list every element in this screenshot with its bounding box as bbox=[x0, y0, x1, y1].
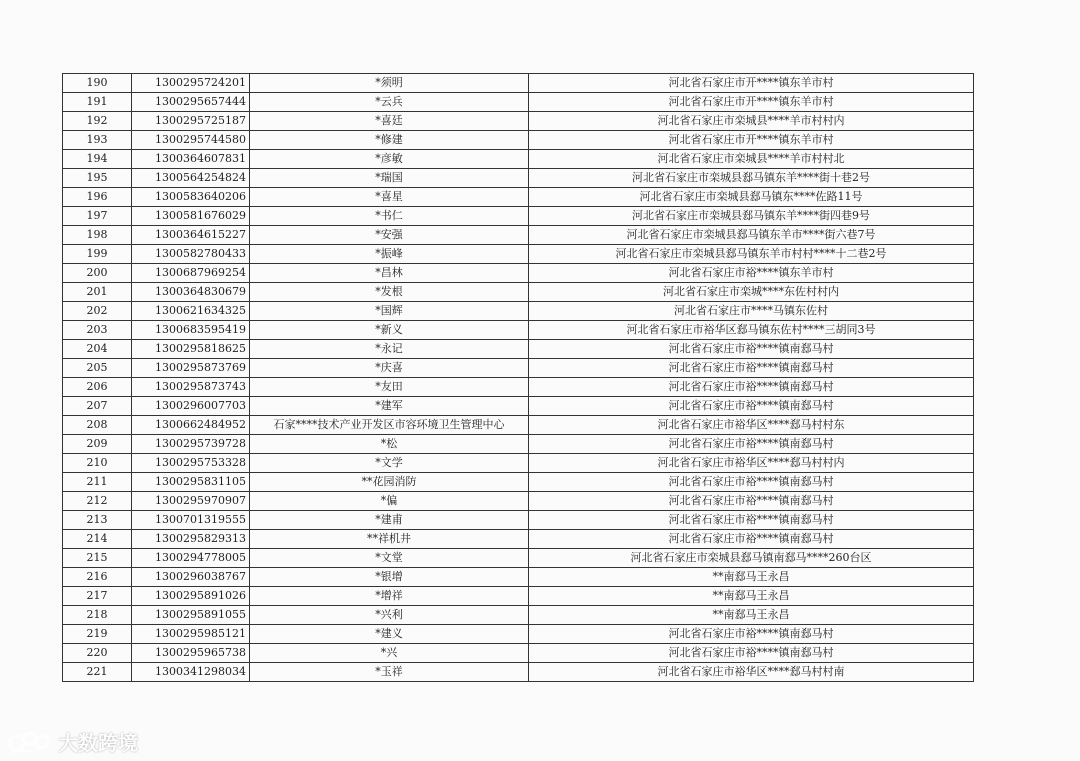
address-cell: 河北省石家庄市开****镇东羊市村 bbox=[529, 93, 974, 112]
name-cell: *书仁 bbox=[250, 207, 529, 226]
row-number-cell: 199 bbox=[63, 245, 132, 264]
row-number-cell: 201 bbox=[63, 283, 132, 302]
name-cell: *建义 bbox=[250, 625, 529, 644]
account-id-cell: 1300295965738 bbox=[132, 644, 250, 663]
address-cell: 河北省石家庄市裕****镇南郄马村 bbox=[529, 530, 974, 549]
row-number-cell: 192 bbox=[63, 112, 132, 131]
account-id-cell: 1300341298034 bbox=[132, 663, 250, 682]
row-number-cell: 203 bbox=[63, 321, 132, 340]
row-number-cell: 221 bbox=[63, 663, 132, 682]
records-table bbox=[62, 73, 974, 682]
row-number-cell: 217 bbox=[63, 587, 132, 606]
table-row bbox=[63, 150, 974, 169]
account-id-cell: 1300687969254 bbox=[132, 264, 250, 283]
address-cell: 河北省石家庄市栾城县郄马镇东羊市村村****十二巷2号 bbox=[529, 245, 974, 264]
account-id-cell: 1300296038767 bbox=[132, 568, 250, 587]
name-cell: *云兵 bbox=[250, 93, 529, 112]
row-number-cell: 190 bbox=[63, 74, 132, 93]
account-id-cell: 1300295891026 bbox=[132, 587, 250, 606]
account-id-cell: 1300295753328 bbox=[132, 454, 250, 473]
table-row bbox=[63, 587, 974, 606]
account-id-cell: 1300295744580 bbox=[132, 131, 250, 150]
row-number-cell: 202 bbox=[63, 302, 132, 321]
account-id-cell: 1300621634325 bbox=[132, 302, 250, 321]
name-cell: *须明 bbox=[250, 74, 529, 93]
table-row bbox=[63, 359, 974, 378]
table-row bbox=[63, 568, 974, 587]
account-id-cell: 1300295970907 bbox=[132, 492, 250, 511]
name-cell: *新义 bbox=[250, 321, 529, 340]
address-cell: **南郄马王永昌 bbox=[529, 568, 974, 587]
row-number-cell: 214 bbox=[63, 530, 132, 549]
row-number-cell: 194 bbox=[63, 150, 132, 169]
address-cell: 河北省石家庄市裕****镇南郄马村 bbox=[529, 473, 974, 492]
name-cell: *增祥 bbox=[250, 587, 529, 606]
row-number-cell: 219 bbox=[63, 625, 132, 644]
address-cell: 河北省石家庄市栾城县****羊市村村内 bbox=[529, 112, 974, 131]
name-cell: *兴 bbox=[250, 644, 529, 663]
row-number-cell: 195 bbox=[63, 169, 132, 188]
account-id-cell: 1300701319555 bbox=[132, 511, 250, 530]
address-cell: 河北省石家庄市裕****镇东羊市村 bbox=[529, 264, 974, 283]
name-cell: *国辉 bbox=[250, 302, 529, 321]
address-cell: 河北省石家庄市****马镇东佐村 bbox=[529, 302, 974, 321]
row-number-cell: 211 bbox=[63, 473, 132, 492]
account-id-cell: 1300296007703 bbox=[132, 397, 250, 416]
table-row bbox=[63, 340, 974, 359]
table-row bbox=[63, 112, 974, 131]
address-cell: 河北省石家庄市裕****镇南郄马村 bbox=[529, 340, 974, 359]
account-id-cell: 1300364615227 bbox=[132, 226, 250, 245]
table-row bbox=[63, 492, 974, 511]
row-number-cell: 218 bbox=[63, 606, 132, 625]
table-row bbox=[63, 454, 974, 473]
row-number-cell: 216 bbox=[63, 568, 132, 587]
account-id-cell: 1300295873769 bbox=[132, 359, 250, 378]
table-row bbox=[63, 549, 974, 568]
row-number-cell: 220 bbox=[63, 644, 132, 663]
address-cell: **南郄马王永昌 bbox=[529, 606, 974, 625]
name-cell: *永记 bbox=[250, 340, 529, 359]
address-cell: 河北省石家庄市栾城县郄马镇东羊****街十巷2号 bbox=[529, 169, 974, 188]
table-row bbox=[63, 606, 974, 625]
address-cell: 河北省石家庄市裕****镇南郄马村 bbox=[529, 644, 974, 663]
table-row bbox=[63, 245, 974, 264]
table-row bbox=[63, 511, 974, 530]
name-cell: 石家****技术产业开发区市容环境卫生管理中心 bbox=[250, 416, 529, 435]
row-number-cell: 212 bbox=[63, 492, 132, 511]
table-row bbox=[63, 169, 974, 188]
name-cell: *建军 bbox=[250, 397, 529, 416]
name-cell: *松 bbox=[250, 435, 529, 454]
records-table-body bbox=[63, 74, 974, 682]
address-cell: 河北省石家庄市开****镇东羊市村 bbox=[529, 131, 974, 150]
name-cell: **花园消防 bbox=[250, 473, 529, 492]
table-row bbox=[63, 435, 974, 454]
name-cell: **祥机井 bbox=[250, 530, 529, 549]
table-row bbox=[63, 530, 974, 549]
table-row bbox=[63, 264, 974, 283]
row-number-cell: 210 bbox=[63, 454, 132, 473]
account-id-cell: 1300295985121 bbox=[132, 625, 250, 644]
row-number-cell: 197 bbox=[63, 207, 132, 226]
address-cell: 河北省石家庄市裕****镇南郄马村 bbox=[529, 435, 974, 454]
account-id-cell: 1300295657444 bbox=[132, 93, 250, 112]
name-cell: *振峰 bbox=[250, 245, 529, 264]
account-id-cell: 1300294778005 bbox=[132, 549, 250, 568]
address-cell: 河北省石家庄市栾城县****羊市村村北 bbox=[529, 150, 974, 169]
table-row bbox=[63, 416, 974, 435]
table-row bbox=[63, 226, 974, 245]
account-id-cell: 1300295739728 bbox=[132, 435, 250, 454]
row-number-cell: 205 bbox=[63, 359, 132, 378]
name-cell: *玉祥 bbox=[250, 663, 529, 682]
account-id-cell: 1300581676029 bbox=[132, 207, 250, 226]
name-cell: *兴利 bbox=[250, 606, 529, 625]
account-id-cell: 1300683595419 bbox=[132, 321, 250, 340]
account-id-cell: 1300295829313 bbox=[132, 530, 250, 549]
address-cell: 河北省石家庄市裕华区****郄马村村内 bbox=[529, 454, 974, 473]
table-row bbox=[63, 663, 974, 682]
row-number-cell: 200 bbox=[63, 264, 132, 283]
name-cell: *喜星 bbox=[250, 188, 529, 207]
row-number-cell: 204 bbox=[63, 340, 132, 359]
name-cell: *建甫 bbox=[250, 511, 529, 530]
row-number-cell: 207 bbox=[63, 397, 132, 416]
address-cell: 河北省石家庄市栾城县郄马镇东****佐路11号 bbox=[529, 188, 974, 207]
address-cell: 河北省石家庄市裕****镇南郄马村 bbox=[529, 378, 974, 397]
name-cell: *昌林 bbox=[250, 264, 529, 283]
row-number-cell: 213 bbox=[63, 511, 132, 530]
address-cell: 河北省石家庄市栾城县郄马镇东羊市****街六巷7号 bbox=[529, 226, 974, 245]
address-cell: 河北省石家庄市裕****镇南郄马村 bbox=[529, 511, 974, 530]
address-cell: **南郄马王永昌 bbox=[529, 587, 974, 606]
table-row bbox=[63, 378, 974, 397]
name-cell: *银增 bbox=[250, 568, 529, 587]
table-row bbox=[63, 644, 974, 663]
address-cell: 河北省石家庄市裕****镇南郄马村 bbox=[529, 492, 974, 511]
name-cell: *安强 bbox=[250, 226, 529, 245]
name-cell: *文堂 bbox=[250, 549, 529, 568]
name-cell: *文学 bbox=[250, 454, 529, 473]
address-cell: 河北省石家庄市栾城****东佐村村内 bbox=[529, 283, 974, 302]
address-cell: 河北省石家庄市栾城县郄马镇南郄马****260台区 bbox=[529, 549, 974, 568]
name-cell: *庆喜 bbox=[250, 359, 529, 378]
name-cell: *喜廷 bbox=[250, 112, 529, 131]
table-row bbox=[63, 473, 974, 492]
account-id-cell: 1300582780433 bbox=[132, 245, 250, 264]
brand-logo-icon bbox=[8, 726, 52, 756]
address-cell: 河北省石家庄市裕华区****郄马村村东 bbox=[529, 416, 974, 435]
row-number-cell: 193 bbox=[63, 131, 132, 150]
account-id-cell: 1300295891055 bbox=[132, 606, 250, 625]
account-id-cell: 1300295725187 bbox=[132, 112, 250, 131]
row-number-cell: 198 bbox=[63, 226, 132, 245]
address-cell: 河北省石家庄市裕****镇南郄马村 bbox=[529, 625, 974, 644]
name-cell: *瑞国 bbox=[250, 169, 529, 188]
row-number-cell: 215 bbox=[63, 549, 132, 568]
table-row bbox=[63, 188, 974, 207]
account-id-cell: 1300295818625 bbox=[132, 340, 250, 359]
account-id-cell: 1300295873743 bbox=[132, 378, 250, 397]
row-number-cell: 191 bbox=[63, 93, 132, 112]
account-id-cell: 1300364607831 bbox=[132, 150, 250, 169]
name-cell: *偏 bbox=[250, 492, 529, 511]
watermark bbox=[8, 724, 138, 758]
address-cell: 河北省石家庄市开****镇东羊市村 bbox=[529, 74, 974, 93]
row-number-cell: 206 bbox=[63, 378, 132, 397]
account-id-cell: 1300295724201 bbox=[132, 74, 250, 93]
table-row bbox=[63, 302, 974, 321]
table-row bbox=[63, 207, 974, 226]
table-row bbox=[63, 74, 974, 93]
row-number-cell: 208 bbox=[63, 416, 132, 435]
account-id-cell: 1300364830679 bbox=[132, 283, 250, 302]
row-number-cell: 209 bbox=[63, 435, 132, 454]
row-number-cell: 196 bbox=[63, 188, 132, 207]
name-cell: *修建 bbox=[250, 131, 529, 150]
table-row bbox=[63, 321, 974, 340]
table-row bbox=[63, 283, 974, 302]
name-cell: *彦敏 bbox=[250, 150, 529, 169]
name-cell: *发根 bbox=[250, 283, 529, 302]
address-cell: 河北省石家庄市栾城县郄马镇东羊****街四巷9号 bbox=[529, 207, 974, 226]
table-row bbox=[63, 93, 974, 112]
address-cell: 河北省石家庄市裕华区****郄马村村南 bbox=[529, 663, 974, 682]
watermark-text: 大数跨境 bbox=[58, 730, 138, 755]
account-id-cell: 1300662484952 bbox=[132, 416, 250, 435]
table-row bbox=[63, 131, 974, 150]
address-cell: 河北省石家庄市裕华区郄马镇东佐村****三胡同3号 bbox=[529, 321, 974, 340]
account-id-cell: 1300295831105 bbox=[132, 473, 250, 492]
address-cell: 河北省石家庄市裕****镇南郄马村 bbox=[529, 359, 974, 378]
account-id-cell: 1300583640206 bbox=[132, 188, 250, 207]
table-row bbox=[63, 625, 974, 644]
address-cell: 河北省石家庄市裕****镇南郄马村 bbox=[529, 397, 974, 416]
name-cell: *友田 bbox=[250, 378, 529, 397]
account-id-cell: 1300564254824 bbox=[132, 169, 250, 188]
table-row bbox=[63, 397, 974, 416]
